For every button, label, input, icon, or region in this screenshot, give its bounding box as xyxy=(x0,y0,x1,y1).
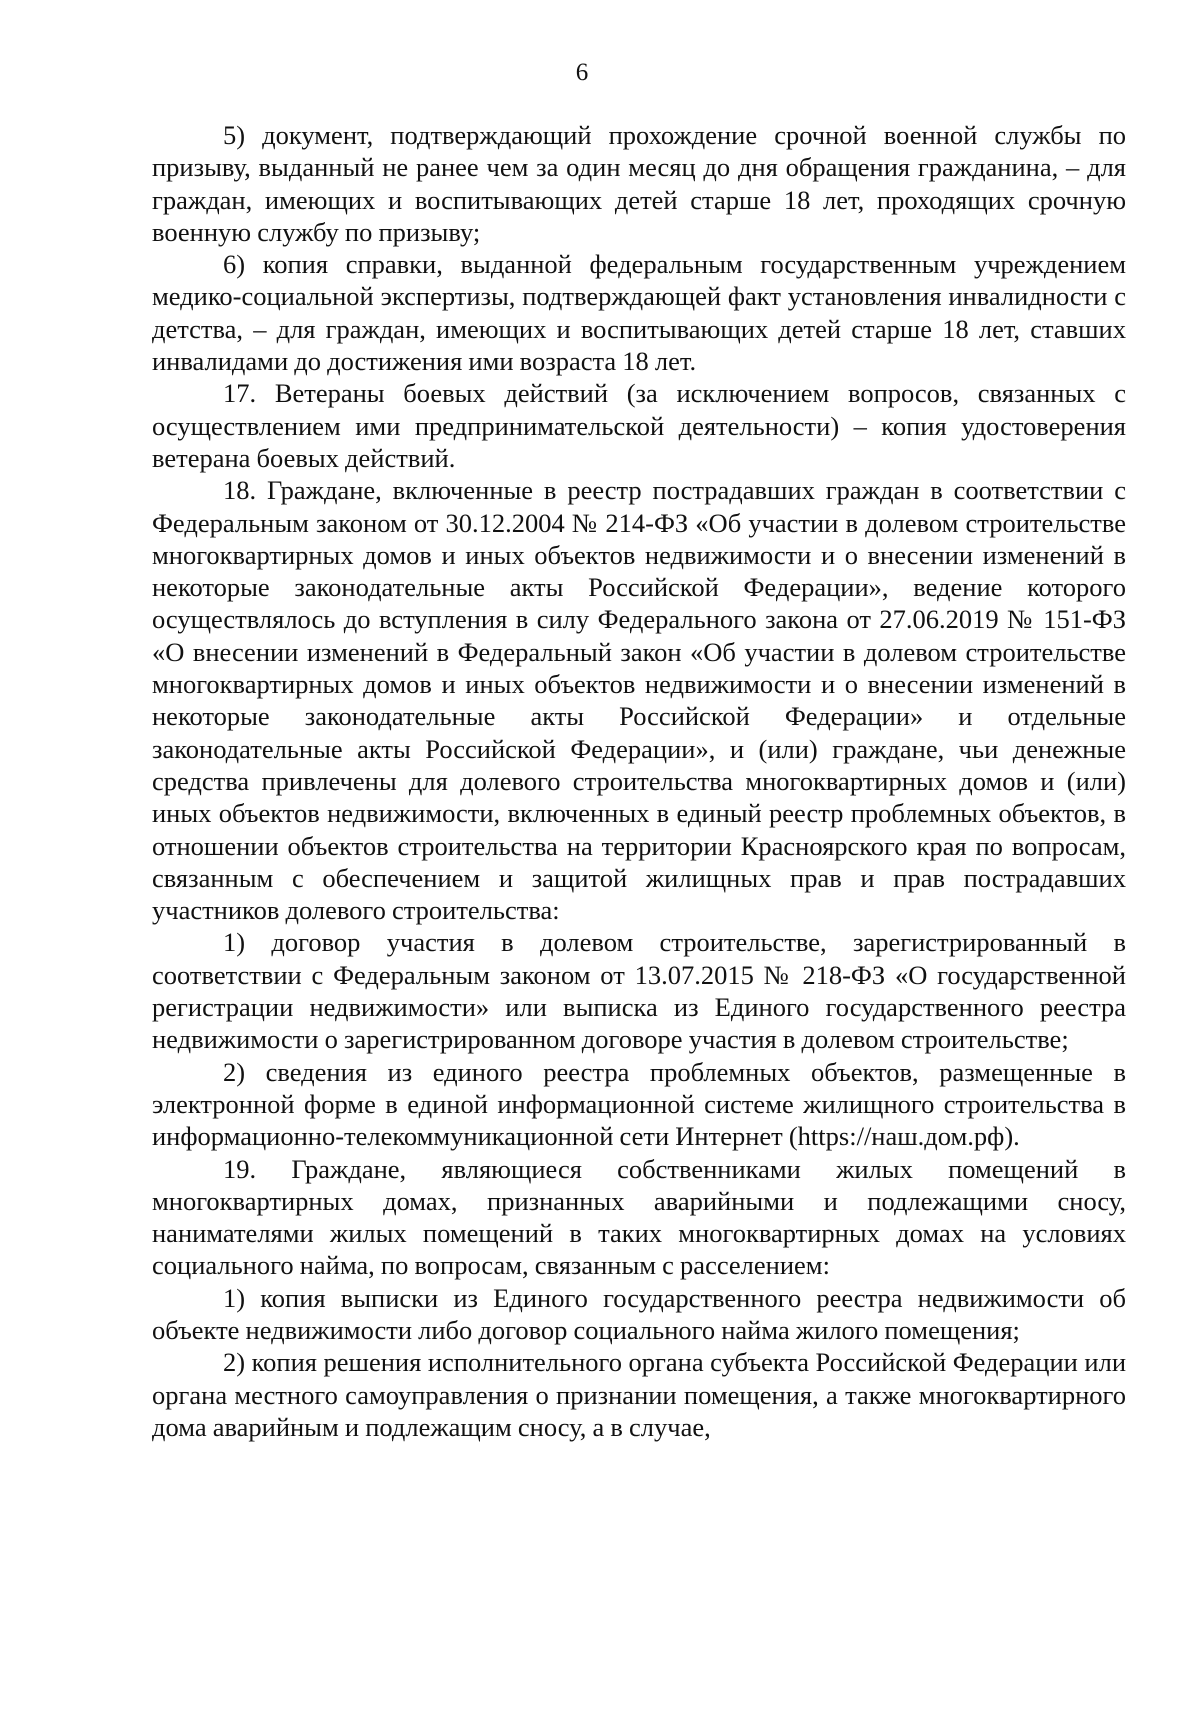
paragraph-19-2-authority-decision: 2) копия решения исполнительного органа субъекта Российской Федерации или органа местного самоуправления о признании помещения, а также многоквартирного дома аварийным и подлежащим сносу, а в случае, xyxy=(152,1347,1126,1442)
page-body xyxy=(152,119,1126,1443)
paragraph-18-shared-construction: 18. Граждане, включенные в реестр пострадавших граждан в соответствии с Федеральным законом от 30.12.2004 № 214-ФЗ «Об участии в долевом строительстве многоквартирных домов и иных объектов недвижимости и о внесении изменений в некоторые законодательные акты Российской Федерации», ведение которого осуществлялось до вступления в силу Федерального закона от 27.06.2019 № 151-ФЗ «О внесении изменений в Федеральный закон «Об участии в долевом строительстве многоквартирных домов и иных объектов недвижимости и о внесении изменений в некоторые законодательные акты Российской Федерации» и отдельные законодательные акты Российской Федерации», и (или) граждане, чьи денежные средства привлечены для долевого строительства многоквартирных домов и (или) иных объектов недвижимости, включенных в единый реестр проблемных объектов, в отношении объектов строительства на территории Красноярского края по вопросам, связанным с обеспечением и защитой жилищных прав и прав пострадавших участников долевого строительства: xyxy=(152,475,1126,926)
paragraph-17-combat-veterans: 17. Ветераны боевых действий (за исключением вопросов, связанных с осуществлением ими предпринимательской деятельности) – копия удостоверения ветерана боевых действий. xyxy=(152,378,1126,473)
paragraph-19-1-registry-extract: 1) копия выписки из Единого государственного реестра недвижимости об объекте недвижимости либо договор социального найма жилого помещения; xyxy=(152,1282,1126,1345)
paragraph-6-disability-certificate: 6) копия справки, выданной федеральным государственным учреждением медико-социальной экспертизы, подтверждающей факт установления инвалидности с детства, – для граждан, имеющих и воспитывающих детей старше 18 лет, ставших инвалидами до достижения ими возраста 18 лет. xyxy=(152,249,1126,377)
paragraph-18-2-problem-objects-registry: 2) сведения из единого реестра проблемных объектов, размещенные в электронной форме в единой информационной системе жилищного строительства в информационно-телекоммуникационной сети Интернет (https://наш.дом.рф). xyxy=(152,1056,1126,1152)
paragraph-19-emergency-housing: 19. Граждане, являющиеся собственниками жилых помещений в многоквартирных домах, признанных аварийными и подлежащими сносу, нанимателями жилых помещений в таких многоквартирных домах на условиях социального найма, по вопросам, связанным с расселением: xyxy=(152,1153,1126,1281)
paragraph-18-1-participation-agreement: 1) договор участия в долевом строительстве, зарегистрированный в соответствии с Федеральным законом от 13.07.2015 № 218-ФЗ «О государственной регистрации недвижимости» или выписка из Единого государственного реестра недвижимости о зарегистрированном договоре участия в долевом строительстве; xyxy=(152,927,1126,1055)
paragraph-5-military-service-document: 5) документ, подтверждающий прохождение срочной военной службы по призыву, выданный не ранее чем за один месяц до дня обращения гражданина, – для граждан, имеющих и воспитывающих детей старше 18 лет, проходящих срочную военную службу по призыву; xyxy=(152,120,1126,247)
page-number: 6 xyxy=(575,59,589,86)
